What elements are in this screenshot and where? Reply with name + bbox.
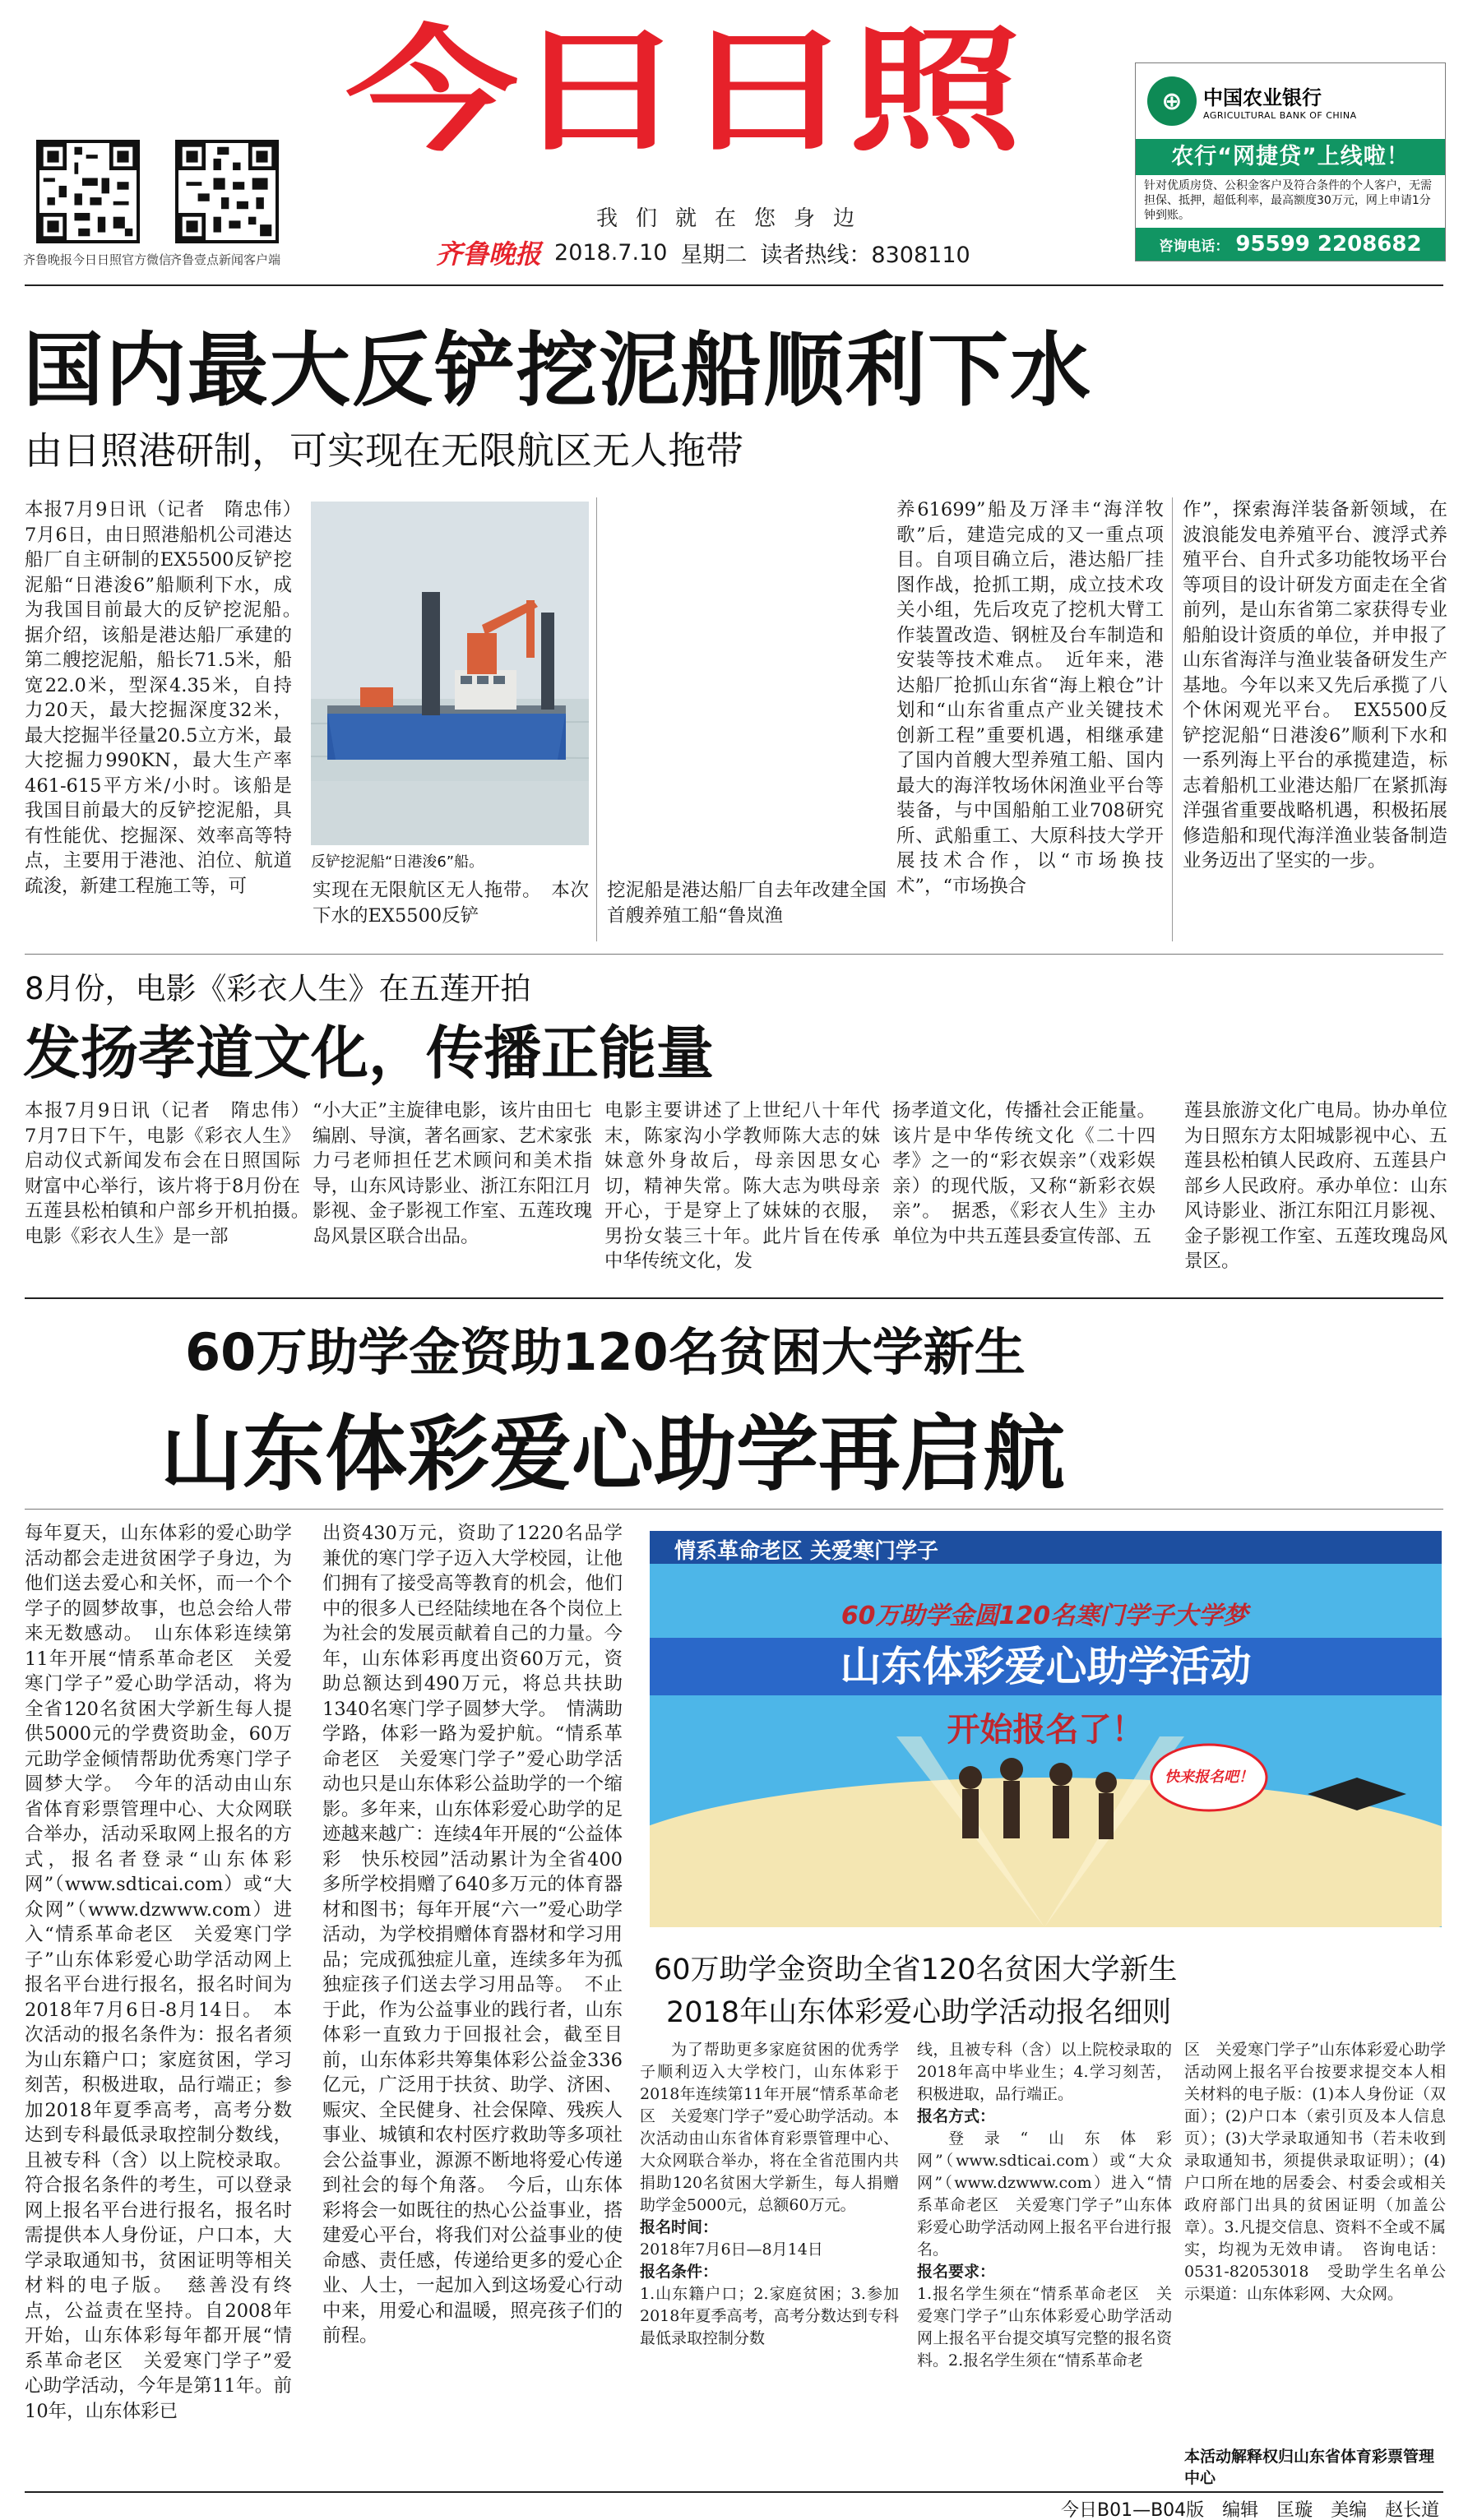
abc-bank-logo-icon: ⊕ [1147,76,1197,126]
info-intro: 为了帮助更多家庭贫困的优秀学子顺利迈入大学校门，山东体彩于2018年连续第11年开展“情系革命老区 关爱寒门学子”爱心助学活动。本次活动由山东省体育彩票管理中心、大众网联合举办，将在全省范围内共捐助120名贫困大学新生，每人捐赠助学金5000元，总额60万元。 [640,2041,899,2214]
story2-column-2 [313,1098,592,1296]
info-col3-text: 区 关爱寒门学子”山东体彩爱心助学活动网上报名平台按要求提交本人相关材料的电子版：(1)本人身份证（双面）；(2)户口本（索引页及本人信息页）；(3)大学录取通知书（若未收到录取通知书，须提供录取证明）；(4)户口所在地的居委会、村委会或相关政府部门出具的贫困证明（加盖公章）。3.凡提交信息、资料不全或不属实，均视为无效申请。 咨询电话：0531-82053018 受助学生名单公示渠道：山东体彩网、大众网。 [1184,2041,1446,2303]
story2-column-1 [25,1098,300,1296]
charity-poster[interactable] [650,1531,1442,1927]
reader-hotline: 读者热线：8308110 [760,242,970,268]
footer-divider [25,2491,1443,2493]
brand-logo: 齐鲁晚报 [436,238,542,270]
poster-subtitle: 开始报名了！ [947,1711,1145,1749]
story-divider [25,1509,1443,1510]
info-column-2 [917,2039,1172,2487]
brand-line [436,234,1069,270]
story2-col5-text: 莲县旅游文化广电局。协办单位为日照东方太阳城影视中心、五莲县松柏镇人民政府、五莲县户部乡人民政府。承办单位：山东风诗影业、浙江东阳江月影视、金子影视工作室、五莲玫瑰岛风景区。 [1184,1100,1447,1272]
story2-col3-text: 电影主要讲述了上世纪八十年代末，陈家沟小学教师陈大志的妹妹意外身故后，母亲因思女心切，精神失常。陈大志为哄母亲开心，于是穿上了妹妹的衣服，男扮女装三十年。此片旨在传承中华传统文化，发 [604,1100,880,1272]
story3-headline: 山东体彩爱心助学再启航 [160,1406,1065,1502]
poster-line2: 60万助学金圆120名寒门学子大学梦 [841,1602,1248,1630]
story1-column-1 [25,497,292,941]
info-time-heading: 报名时间： [640,2218,719,2236]
masthead-divider [25,284,1443,286]
story-divider [25,1297,1443,1299]
story1-column-4 [1183,497,1447,950]
ad-hotline [1136,228,1445,261]
story1-column-3-bottom [607,878,887,944]
story2-col1-text: 本报7月9日讯（记者 隋忠伟） 7月7日下午，电影《彩衣人生》启动仪式新闻发布会在日照国际财富中心举行，该片将于8月份在五莲县松柏镇和户部乡开机拍摄。 电影《彩衣人生》是一部 [25,1100,300,1247]
info-way: 登录“山东体彩网”（www.sdticai.com）或“大众网”（www.dzwww.com）进入“情系革命老区 关爱寒门学子”山东体彩爱心助学活动网上报名平台进行报名。 [917,2129,1172,2259]
story2-headline: 发扬孝道文化，传播正能量 [23,1020,714,1087]
page-footer: 今日B01—B04版 编辑 匡璇 美编 赵长道 [1061,2500,1440,2520]
column-rule [596,497,597,941]
story2-kicker: 8月份，电影《彩衣人生》在五莲开拍 [25,971,531,1006]
info-req-heading: 报名要求： [917,2263,996,2281]
poster-title: 山东体彩爱心助学活动 [650,1638,1442,1695]
issue-weekday: 星期二 [680,242,748,268]
info-title-2: 2018年山东体彩爱心助学活动报名细则 [666,1996,1172,2029]
ad-description: 针对优质房贷、公积金客户及符合条件的个人客户，无需担保、抵押，超低利率，最高额度30万元，网上申请1分钟到账。 [1144,179,1432,222]
photo-caption: 反铲挖泥船“日港浚6”船。 [311,853,484,871]
story2-col2-text: “小大正”主旋律电影，该片由田七编剧、导演，著名画家、艺术家张力弓老师担任艺术顾问和美术指导，山东风诗影业、浙江东阳江月影视、金子影视工作室、五莲玫瑰岛风景区联合出品。 [313,1100,592,1247]
ad-tel-numbers: 95599 2208682 [1235,232,1422,257]
story3-column-2 [322,1521,623,2483]
bank-advertisement[interactable] [1135,62,1446,261]
story1-column-3 [896,497,1164,950]
newspaper-title: 今日日照 [345,12,1017,170]
story1-col2-text: 实现在无限航区无人拖带。 本次下水的EX5500反铲 [313,880,589,927]
poster-top-line: 情系革命老区 关爱寒门学子 [674,1539,939,1564]
info-cond: 1.山东籍户口；2.家庭贫困；3.参加2018年夏季高考，高考分数达到专科最低录取控制分数 [640,2285,899,2347]
qr-code-app[interactable] [175,140,279,243]
story1-headline: 国内最大反铲挖泥船顺利下水 [23,324,1093,418]
story1-col3-bottom-text: 挖泥船是港达船厂自去年改建全国首艘养殖工船“鲁岚渔 [607,880,887,927]
qr-left-caption: 齐鲁晚报今日日照官方微信 [23,252,172,267]
info-column-3 [1184,2039,1446,2446]
slogan: 我们就在您身边 [596,206,873,231]
story2-column-4 [892,1098,1155,1296]
dredger-ship-icon [311,502,589,845]
info-req: 1.报名学生须在“情系革命老区 关爱寒门学子”山东体彩爱心助学活动网上报名平台提交填写完整的报名资料。2.报名学生须在“情系革命老 [917,2285,1172,2370]
story3-column-1 [25,1521,292,2483]
story3-subhead: 60万助学金资助120名贫困大学新生 [185,1322,1026,1382]
info-time: 2018年7月6日—8月14日 [640,2240,823,2259]
story1-col3-text: 养61699”船及万泽丰“海洋牧歌”后，建造完成的又一重点项目。自项目确立后，港达船厂挂图作战，抢抓工期，成立技术攻关小组，先后攻克了挖机大臂工作装置改造、钢桩及台车制造和安装等技术难点。 近年来，港达船厂抢抓山东省“海上粮仓”计划和“山东省重点产业关键技术创新工程”重要机遇，相继承建了国内首艘大型养殖工船、国内最大的海洋牧场休闲渔业平台等装备，与中国船舶工业708研究所、武船重工、大原科技大学开展技术合作，以“市场换技术”，“市场换合 [896,499,1164,897]
story1-col1-text: 本报7月9日讯（记者 隋忠伟） 7月6日，由日照港船机公司港达船厂自主研制的EX5500反铲挖泥船“日港浚6”船顺利下水，成为我国目前最大的反铲挖泥船。 据介绍，该船是港达船厂承建的第二艘挖泥船，船长71.5米，船宽22.0米，型深4.35米，自持力20天，最大挖掘深度32米，最大挖掘半径量20.5立方米，最大挖掘力990KN，最大生产率461-615平方米/小时。该船是我国目前最大的反铲挖泥船，具有性能优、挖掘深、效率高等特点，主要用于港池、泊位、航道疏浚，新建工程施工等，可 [25,499,292,897]
qr-code-wechat[interactable] [36,140,140,243]
bank-header [1136,63,1445,139]
info-column-1 [640,2039,899,2487]
bank-name-en: AGRICULTURAL BANK OF CHINA [1203,110,1357,121]
story3-col2-text: 出资430万元，资助了1220名品学兼优的寒门学子迈入大学校园，让他们拥有了接受高等教育的机会，他们中的很多人已经陆续地在各个岗位上为社会的发展贡献着自己的力量。今年，山东体彩再度出资60万元，资助总额达到490万元，将总共扶助1340名寒门学子圆梦大学。 情满助学路，体彩一路为爱护航。“情系革命老区 关爱寒门学子”爱心助学活动也只是山东体彩公益助学的一个缩影。多年来，山东体彩爱心助学的足迹越来越广：连续4年开展的“公益体彩 快乐校园”活动累计为全省400多所学校捐赠了640多万元的体育器材和图书；每年开展“六一”爱心助学活动，为学校捐赠体育器材和学习用品；完成孤独症儿童，连续多年为孤独症孩子们送去学习用品等。 不止于此，作为公益事业的践行者，山东体彩一直致力于回报社会，截至目前，山东体彩共筹集体彩公益金336亿元，广泛用于扶贫、助学、济困、赈灾、全民健身、社会保障、残疾人事业、城镇和农村医疗救助等多项社会公益事业，源源不断地将爱心传递到社会的每个角落。 今后，山东体彩将会一如既往的热心公益事业，搭建爱心平台，将我们对公益事业的使命感、责任感，传递给更多的爱心企业、人士，一起加入到这场爱心行动中来，用爱心和温暖，照亮孩子们的前程。 [322,1523,623,2347]
story2-column-3 [604,1098,880,1296]
story3-col1-text: 每年夏天，山东体彩的爱心助学活动都会走进贫困学子身边，为他们送去爱心和关怀，而一个个学子的圆梦故事，也总会给人带来无数感动。 山东体彩连续第11年开展“情系革命老区 关爱寒门学子”爱心助学活动，将为全省120名贫困大学新生每人提供5000元的学费资助金，60万元助学金倾情帮助优秀寒门学子圆梦大学。 今年的活动由山东省体育彩票管理中心、大众网联合举办，活动采取网上报名的方式，报名者登录“山东体彩网”（www.sdticai.com）或“大众网”（www.dzwww.com）进入“情系革命老区 关爱寒门学子”山东体彩爱心助学活动网上报名平台进行报名，报名时间为2018年7月6日-8月14日。 本次活动的报名条件为：报名者须为山东籍户口；家庭贫困，学习刻苦，积极进取，品行端正；参加2018年夏季高考，高考分数达到专科最低录取控制分数线，且被专科（含）以上院校录取。符合报名条件的考生，可以登录网上报名平台进行报名，报名时需提供本人身份证，户口本，大学录取通知书，贫困证明等相关材料的电子版。 慈善没有终点，公益责在坚持。自2008年开始，山东体彩每年都开展“情系革命老区 关爱寒门学子”爱心助学活动，今年是第11年。前10年，山东体彩已 [25,1523,292,2422]
info-cond-heading: 报名条件： [640,2263,719,2281]
info-col2-top: 线，且被专科（含）以上院校录取的2018年高中毕业生；4.学习刻苦，积极进取，品行端正。 [917,2041,1172,2103]
ad-tel-label: 咨询电话： [1159,238,1230,255]
info-title-1: 60万助学金资助全省120名贫困大学新生 [654,1954,1178,1986]
qr-pattern-icon [178,143,276,240]
qr-pattern-icon [39,143,137,240]
story1-col4-text: 作”，探索海洋装备新领域，在波浪能发电养殖平台、渡浮式养殖平台、自升式多功能牧场平台等项目的设计研发方面走在全省前列，是山东省第二家获得专业船舶设计资质的单位，并申报了山东省海洋与渔业装备研发生产基地。今年以来又先后承揽了八个休闲观光平台。 EX5500反铲挖泥船“日港浚6”顺利下水和一系列海上平台的承揽建造，标志着船机工业港达船厂在紧抓海洋强省重要战略机遇，积极拓展修造船和现代海洋渔业装备制造业务迈出了坚实的一步。 [1183,499,1447,872]
info-footnote: 本活动解释权归山东省体育彩票管理中心 [1184,2448,1435,2487]
poster-bubble: 快来报名吧！ [1165,1769,1253,1786]
story2-col4-text: 扬孝道文化，传播社会正能量。该片是中华传统文化《二十四孝》之一的“彩衣娱亲”（戏彩娱亲）的现代版，又称“新彩衣娱亲”。 据悉，《彩衣人生》主办单位为中共五莲县委宣传部、五 [892,1100,1155,1247]
story-divider [25,954,1443,955]
ad-slogan: 农行“网捷贷”上线啦！ [1136,139,1445,175]
issue-date: 2018.7.10 [554,239,668,266]
bank-name-cn: 中国农业银行 [1203,86,1322,109]
story1-column-2 [313,878,589,944]
story2-column-5 [1184,1098,1447,1296]
dredger-photo[interactable] [311,502,589,845]
column-rule [1172,497,1173,941]
qr-right-caption: 齐鲁壹点新闻客户端 [169,252,281,267]
story1-subhead: 由日照港研制，可实现在无限航区无人拖带 [25,428,743,473]
info-way-heading: 报名方式： [917,2107,996,2125]
